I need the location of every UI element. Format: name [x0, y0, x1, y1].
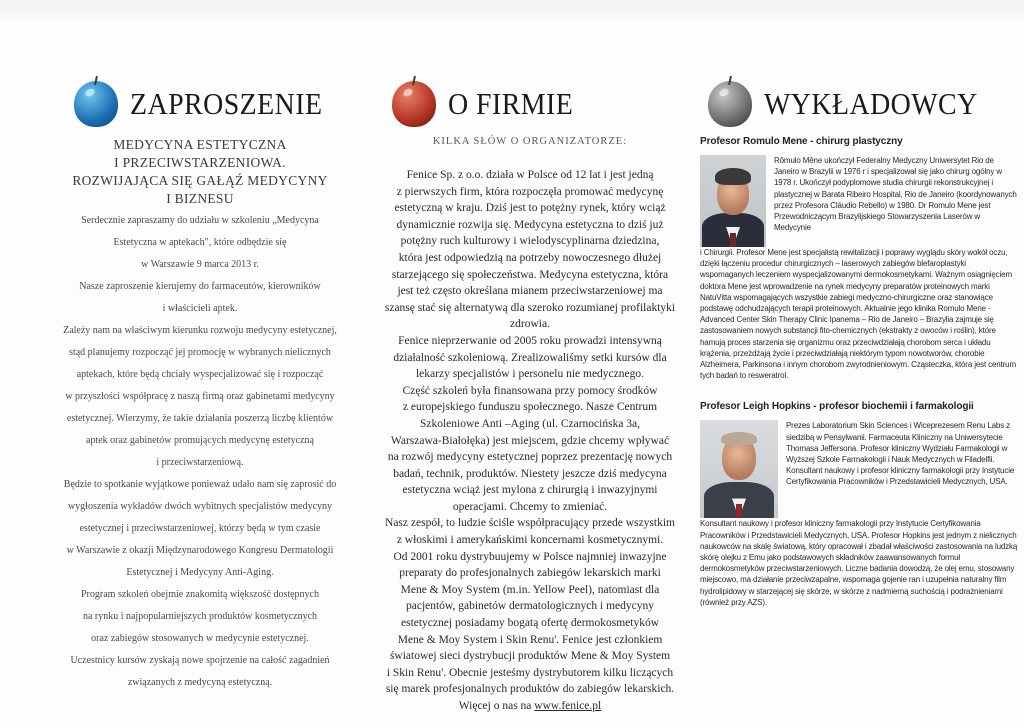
subhead-line-3: ROZWIJAJĄCA SIĘ GAŁĄŹ MEDYCYNY [72, 173, 328, 188]
company-line: Nasz zespół, to ludzie ściśle współpracujący przede wszystkim [385, 517, 675, 530]
company-line: się marek profesjonalnych produktów do zabiegów lekarskich. [385, 683, 675, 696]
more-info-text: Więcej o nas na [458, 700, 535, 712]
lecturers-title: WYKŁADOWCY [764, 86, 978, 121]
company-line: badań, technik, produktów. Niestety jeszcze dziś medycyna [393, 467, 667, 480]
company-body [370, 136, 690, 715]
company-line: Warszawa-Białołęka) jest miejscem, gdzie chcemy wpływać [390, 434, 670, 447]
company-line: szansę stać się alternatywą dla szeroko rozumianej profilaktyki [384, 301, 676, 314]
company-column [370, 0, 690, 728]
invitation-body [40, 136, 360, 694]
company-line: Część szkoleń była finansowana przy pomocy środków [402, 384, 658, 397]
invitation-line: wygłoszenia wykładów dwóch wybitnych specjalistów medycyny [67, 501, 333, 512]
company-line: Mene & Moy System (m.in. Yellow Peel), natomiast dla [400, 583, 660, 596]
company-line: która jest odpowiedzią na potrzeby nowoczesnego dłużej [398, 251, 662, 264]
company-line: światowej sieci dystrybucji produktów Mene & Moy System [389, 650, 671, 663]
invitation-line: Uczestnicy kursów zyskają nowe spojrzenie na całość zagadnień [70, 655, 330, 666]
company-line: Od 2001 roku dystrybuujemy w Polsce najmniej inwazyjne [393, 550, 667, 563]
invitation-line: w Warszawie 9 marca 2013 r. [141, 259, 259, 270]
invitation-line: estetycznej i przeciwstarzeniowej, którzy będą w tym czasie [79, 523, 321, 534]
website-link[interactable]: www.fenice.pl [534, 700, 602, 712]
company-line: potężny ruch kulturowy i wielodyscyplinarna dziedzina, [400, 235, 660, 248]
company-header [392, 78, 587, 130]
prof1-bio-side: Rômulo Mêne ukończył Federalny Medyczny Uniwersytet Rio de Janeiro w Brazylii w 1976 r i specjalizował się jako chirurg ogólny w 1978 r. Ukończył podyplomowe studia chirurgii rekonstrukcyjnej i plastycznej w Barata Ribeiro Hospital, Rio de Janeiro (koordynowanych przez Profesora Cláudio Rebello) w 1980. Dr Romulo Mene jest Przewodniczącym Brazylijskiego Stowarzyszenia Laserów w Medycynie [774, 156, 1017, 233]
lecturers-column [700, 0, 1018, 728]
company-line: i Skin Renu'. Obecnie jesteśmy dystrybutorem kilku liczących [386, 666, 674, 679]
company-line: operacjami. Chcemy to zmieniać. [452, 500, 608, 513]
company-line: Fenice nieprzerwanie od 2005 roku prowadzi intensywną [398, 334, 662, 347]
invitation-line: na rynku i najpopularniejszych produktów kosmetycznych [82, 611, 318, 622]
invitation-column [40, 0, 360, 728]
invitation-line: oraz zabiegów stosowanych w medycynie estetycznej. [91, 633, 309, 644]
company-line: z europejskiego funduszu społecznego. Nasze Centrum [402, 401, 658, 414]
invitation-line: aptek oraz gabinetów promujących medycynę estetyczną [86, 435, 314, 446]
prof1-bio-full: i Chirurgii. Profesor Mene jest specjalistą rewitalizacji i poprawy wyglądu skóry wokół oczu, dzięki łączeniu procedur chirurgicznych – laserowych zabiegów blefaroplastyki wspomaganych leczeniem wyspecjalizowanymi dermokosmetykami. Ważnym osiągnięciem doktora Mene jest wprowadzenie na rynek medycyny preparatów proteinowych marki NatuVitta wspomagających wszystkie zabiegi medyczno-chirurgiczne oraz stanowiące podstawę odchudzających terapii proteinowych. Aktualnie jego klinika Romulo Mene - Advanced Center Skin Therapy Clinic Ipanema – Rio de Janeiro – Brazylia zajmuje się zastosowaniem nowych substancji fito-chemicznych (ekstrakty z owoców i roślin), które hamują proces starzenia się organizmu oraz przeciwdziałają chorobom serca i układu krążenia, przeżdżają życie i przeciwdziałają niektórym typom nowotworów, chorobie Alzheimera, Parkinsona i innym chorobom zwyrodnieniowym. Cząsteczka, która jest centrum tych badań to resweratrol. [700, 248, 1016, 381]
invitation-line: i właścicieli aptek. [162, 303, 238, 314]
subhead-line-1: MEDYCYNA ESTETYCZNA [113, 137, 287, 152]
prof1-title: Profesor Romulo Mene - chirurg plastyczny [700, 136, 903, 147]
company-title: O FIRMIE [448, 86, 574, 121]
company-line: lekarzy specjalistów i personelu nie medycznego. [415, 368, 644, 381]
invitation-line: i przeciwstarzeniową. [156, 457, 244, 468]
invitation-line: aptekach, które będą chciały wyspecjalizować się i rozpocząć [76, 369, 324, 380]
company-kicker: KILKA SŁÓW O ORGANIZATORZE: [432, 136, 628, 147]
company-line: dynamicznie rozwija się. Medycyna estetyczna to dziś już [396, 218, 664, 231]
company-line: preparaty do profesjonalnych zabiegów lekarskich marki [399, 567, 661, 580]
invitation-header [74, 78, 344, 130]
invitation-line: Program szkoleń obejmie znakomitą większość dostępnych [81, 589, 319, 600]
prof2-bio-full: Konsultant naukowy i profesor kliniczny farmakologii przy Instytucie Certyfikowania Pracowników i Przedstawicieli Medycznych, USA. Profesor Hopkins jest jednym z nielicznych naukowców na skalę światową, który opracował i zbadał właściwości zastosowania na ludzką skórę olejku z Emu jako podstawowych składników zaawansowanych formuł dermokosmetyków przeciwstarzeniowych. Liczne badania dowodzą, że olej emu, stosowany miejscowo, ma działanie przeciwzapalne, wspomaga gojenie ran i uzupełnia naturalny film hydrolipidowy w starzejącej się skórze, w skórze z nadmierną suchością i podrażnieniami (również przy AZS). [700, 519, 1018, 607]
company-line: Szkoleniowe Anti –Aging (ul. Czarnocińska 3a, [419, 417, 641, 430]
prof2-bio-row [700, 420, 1018, 518]
prof2-bio-side: Prezes Laboratorium Skin Sciences i Wiceprezesem Renu Labs z siedzibą w Pensylwanii. Farmaceuta Kliniczny na Uniwersytecie Thomasa Jeffersona. Profesor kliniczny Wydziału Farmakologii w Wyższej Szkole Farmakologii i Nauk Medycznych w Filadelfii. Konsultant naukowy i profesor kliniczny farmakologii przy Instytucie Certyfikowania Pracowników i Przedstawicieli Medycznych, USA. [786, 421, 1015, 487]
company-line: estetyczną w kraju. Dziś jest to potężny rynek, który wciąż [394, 202, 666, 215]
invitation-line: Estetyczna w aptekach", które odbędzie się [113, 237, 287, 248]
lecturers-body [700, 136, 1018, 608]
invitation-line: w przyszłości współpracę z naszą firmą oraz gabinetami medycyny [65, 391, 335, 402]
company-line: Fenice Sp. z o.o. działa w Polsce od 12 lat i jest jedną [406, 169, 654, 181]
invitation-line: w Warszawie z okazji Międzynarodowego Kongresu Dermatologii [66, 545, 334, 556]
company-line: pacjentów, gabinetów dermatologicznych i medycyny [405, 600, 655, 613]
invitation-title: ZAPROSZENIE [130, 86, 323, 121]
blue-apple-icon [74, 81, 118, 127]
invitation-line: Serdecznie zapraszamy do udziału w szkoleniu „Medycyna [81, 215, 319, 226]
prof2-title: Profesor Leigh Hopkins - profesor biochemii i farmakologii [700, 401, 974, 413]
invitation-line: Nasze zaproszenie kierujemy do farmaceutów, kierowników [79, 281, 321, 292]
company-line: Mene & Moy System i Skin Renu'. Fenice jest członkiem [397, 633, 663, 646]
company-line: z pierwszych firm, która rozpoczęła promować medycynę [396, 185, 664, 198]
company-line: estetyczna wciąż jest mylona z chirurgią i inwazyjnymi [402, 484, 658, 497]
prof1-bio-row [700, 155, 1018, 247]
red-apple-icon [392, 81, 436, 127]
company-line: na rozwój medycyny estetycznej poprzez prezentację nowych [387, 451, 673, 464]
prof2-section [700, 401, 1018, 608]
gray-apple-icon [708, 81, 752, 127]
lecturers-header [708, 78, 1001, 130]
subhead-line-4: I BIZNESU [166, 191, 234, 206]
company-line: estetycznej posiadamy bogatą ofertę dermokosmetyków [400, 617, 660, 630]
company-line: działalność szkoleniową. Zrealizowaliśmy setki kursów dla [393, 351, 667, 364]
invitation-line: estetycznej. Wierzymy, że takie działania poszerzą liczbę klientów [66, 413, 334, 424]
company-line: starzejącego się społeczeństwa. Medycyna estetyczna, która [391, 268, 669, 281]
invitation-line: Estetycznej i Medycyny Anti-Aging. [126, 567, 274, 578]
company-line: z włoskimi i amerykańskimi koncernami kosmetycznymi. [396, 534, 664, 547]
prof1-photo [700, 155, 766, 247]
invitation-line: Zależy nam na właściwym kierunku rozwoju medycyny estetycznej, [63, 325, 337, 336]
prof2-bio [700, 420, 1018, 608]
prof2-photo [700, 420, 778, 518]
prof1-bio [700, 155, 1018, 381]
company-line: zdrowia. [510, 318, 550, 331]
company-last-line [370, 698, 690, 715]
invitation-line: Będzie to spotkanie wyjątkowe ponieważ udało nam się zaprosić do [63, 479, 337, 490]
invitation-line: związanych z medycyną estetyczną. [127, 677, 273, 688]
subhead-line-2: I PRZECIWSTARZENIOWA. [114, 155, 286, 170]
company-line: jest też często określana mianem przeciwstarzeniowej ma [397, 285, 663, 298]
invitation-line: stąd planujemy rozpocząć jej promocję w wybranych nielicznych [69, 347, 331, 358]
